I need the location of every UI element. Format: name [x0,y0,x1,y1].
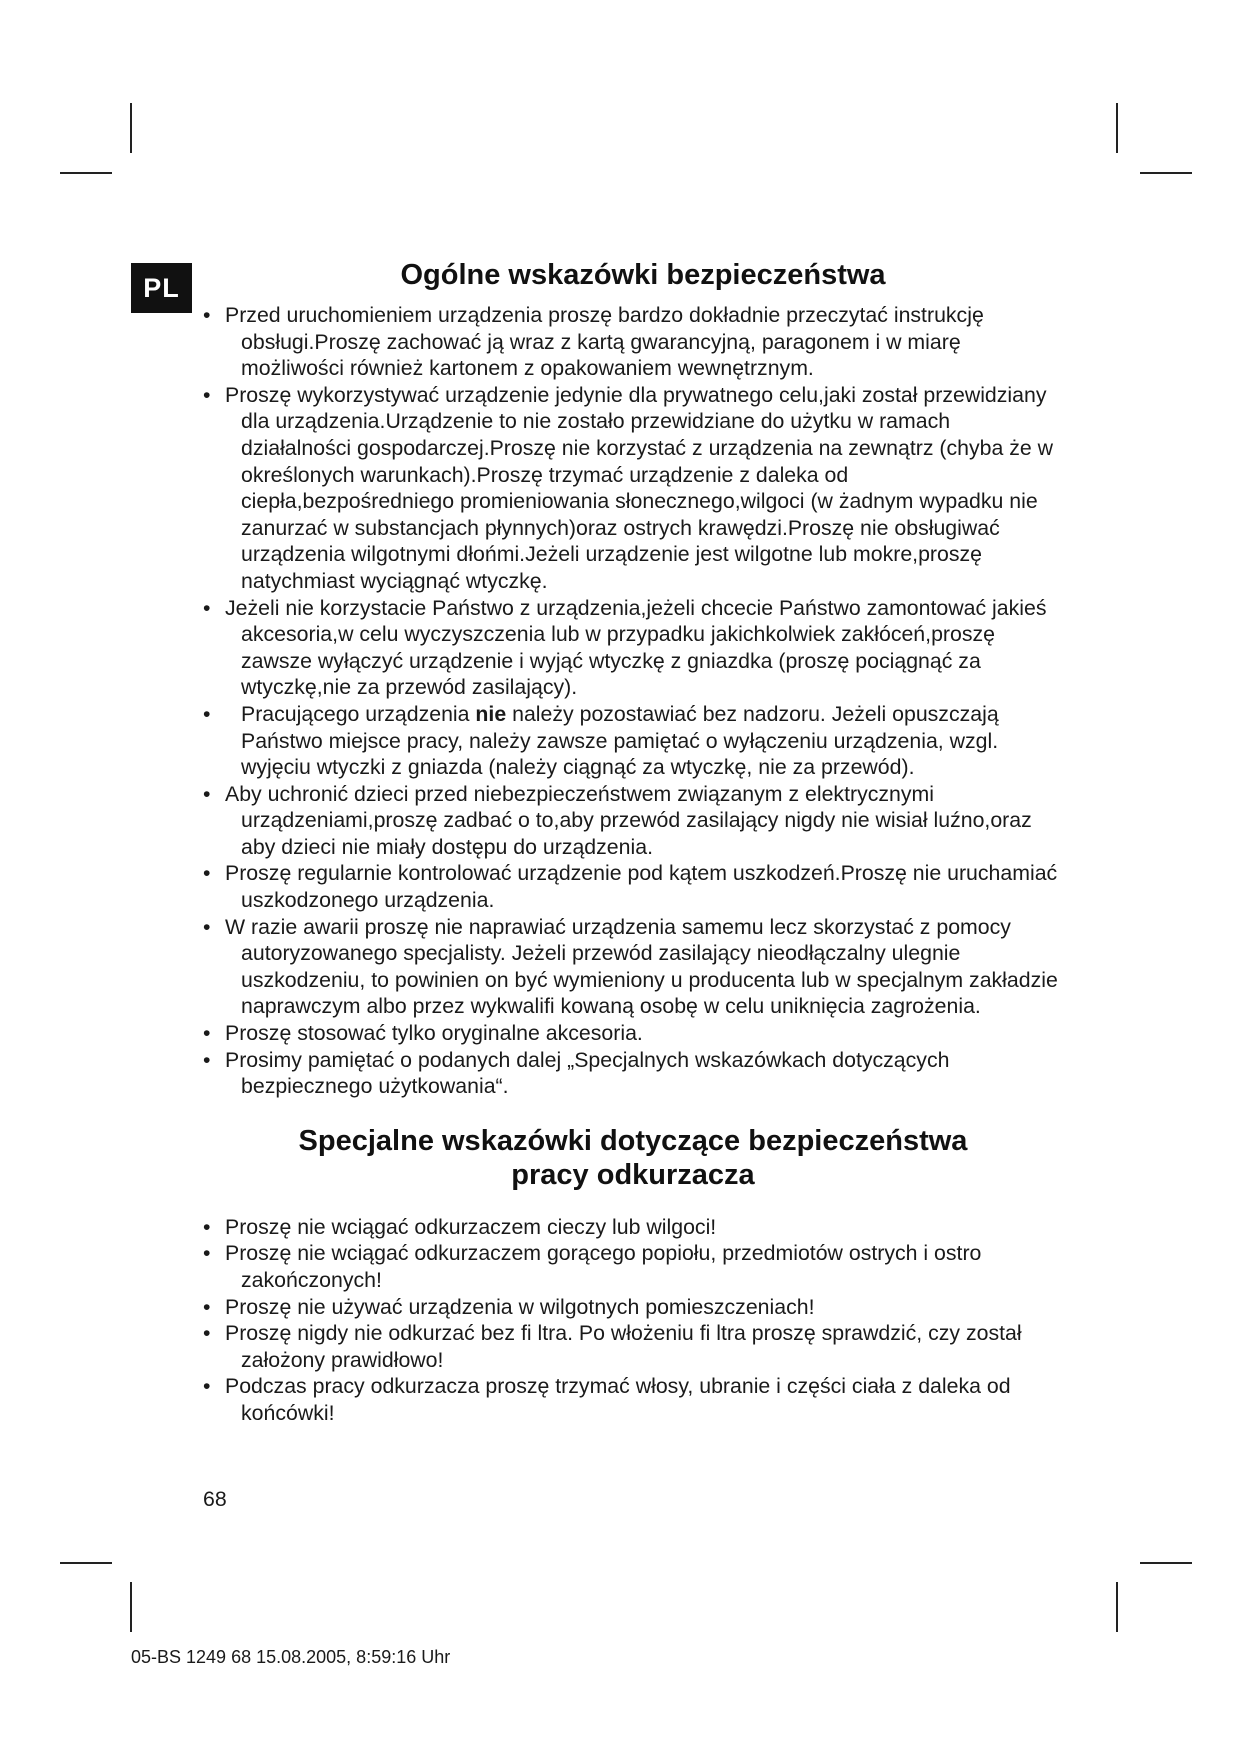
crop-mark-top-left-horizontal [60,172,112,174]
list-item: • Proszę nie używać urządzenia w wilgotnych pomieszczeniach! [203,1294,1063,1321]
special-safety-heading: Specjalne wskazówki dotyczące bezpieczeństwa pracy odkurzacza [298,1124,968,1191]
crop-mark-bottom-right-horizontal [1140,1562,1192,1564]
crop-mark-bottom-right-vertical [1116,1582,1118,1632]
crop-mark-bottom-left-vertical [130,1582,132,1632]
list-item: • Przed uruchomieniem urządzenia proszę bardzo dokładnie przeczytać instrukcję obsługi.Proszę zachować ją wraz z kartą gwarancyjną, paragonem i w miarę możliwości również kartonem z opakowaniem wewnętrznym. [203,302,1063,382]
list-item: • Proszę stosować tylko oryginalne akcesoria. [203,1020,1063,1047]
special-safety-list [203,1214,1063,1427]
general-safety-heading: Ogólne wskazówki bezpieczeństwa [400,259,886,291]
crop-mark-top-left-vertical [130,103,132,153]
crop-mark-top-right-vertical [1116,103,1118,153]
print-footer: 05-BS 1249 68 15.08.2005, 8:59:16 Uhr [131,1647,451,1667]
list-item: • Proszę regularnie kontrolować urządzenie pod kątem uszkodzeń.Proszę nie uruchamiać uszkodzonego urządzenia. [203,860,1063,913]
list-item: • Proszę nie wciągać odkurzaczem gorącego popiołu, przedmiotów ostrych i ostro zakończonych! [203,1240,1063,1293]
list-item: • W razie awarii proszę nie naprawiać urządzenia samemu lecz skorzystać z pomocy autoryzowanego specjalisty. Jeżeli przewód zasilający nieodłączalny ulegnie uszkodzeniu, to powinien on być wymieniony u producenta lub w specjalnym zakładzie naprawczym albo przez wykwalifi kowaną osobę w celu uniknięcia zagrożenia. [203,914,1063,1020]
crop-mark-top-right-horizontal [1140,172,1192,174]
list-item: • Jeżeli nie korzystacie Państwo z urządzenia,jeżeli chcecie Państwo zamontować jakieś akcesoria,w celu wyczyszczenia lub w przypadku jakichkolwiek zakłóceń,proszę zawsze wyłączyć urządzenie i wyjąć wtyczkę z gniazdka (proszę pociągnąć za wtyczkę,nie za przewód zasilający). [203,595,1063,701]
page-content [203,258,1063,1427]
list-item: • Pracującego urządzenia nie należy pozostawiać bez nadzoru. Jeżeli opuszczają Państwo miejsce pracy, należy zawsze pamiętać o wyłączeniu urządzenia, wzgl. wyjęciu wtyczki z gniazda (należy ciągnąć za wtyczkę, nie za przewód). [203,701,1063,781]
general-safety-list [203,302,1063,1100]
list-item: • Aby uchronić dzieci przed niebezpieczeństwem związanym z elektrycznymi urządzeniami,proszę zadbać o to,aby przewód zasilający nigdy nie wisiał luźno,oraz aby dzieci nie miały dostępu do urządzenia. [203,781,1063,861]
list-item: • Proszę nigdy nie odkurzać bez fi ltra. Po włożeniu fi ltra proszę sprawdzić, czy został założony prawidłowo! [203,1320,1063,1373]
page-number: 68 [203,1487,227,1511]
list-item: • Prosimy pamiętać o podanych dalej „Specjalnych wskazówkach dotyczących bezpiecznego użytkowania“. [203,1047,1063,1100]
crop-mark-bottom-left-horizontal [60,1562,112,1564]
list-item: • Proszę wykorzystywać urządzenie jedynie dla prywatnego celu,jaki został przewidziany dla urządzenia.Urządzenie to nie zostało przewidziane do użytku w ramach działalności gospodarczej.Proszę nie korzystać z urządzenia na zewnątrz (chyba że w określonych warunkach).Proszę trzymać urządzenie z daleka od ciepła,bezpośredniego promieniowania słonecznego,wilgoci (w żadnym wypadku nie zanurzać w substancjach płynnych)oraz ostrych krawędzi.Proszę nie obsługiwać urządzenia wilgotnymi dłońmi.Jeżeli urządzenie jest wilgotne lub mokre,proszę natychmiast wyciągnąć wtyczkę. [203,382,1063,595]
emphasis-nie: nie [475,701,507,726]
language-badge: PL [131,263,192,313]
list-item: • Podczas pracy odkurzacza proszę trzymać włosy, ubranie i części ciała z daleka od końcówki! [203,1373,1063,1426]
list-item: • Proszę nie wciągać odkurzaczem cieczy lub wilgoci! [203,1214,1063,1241]
